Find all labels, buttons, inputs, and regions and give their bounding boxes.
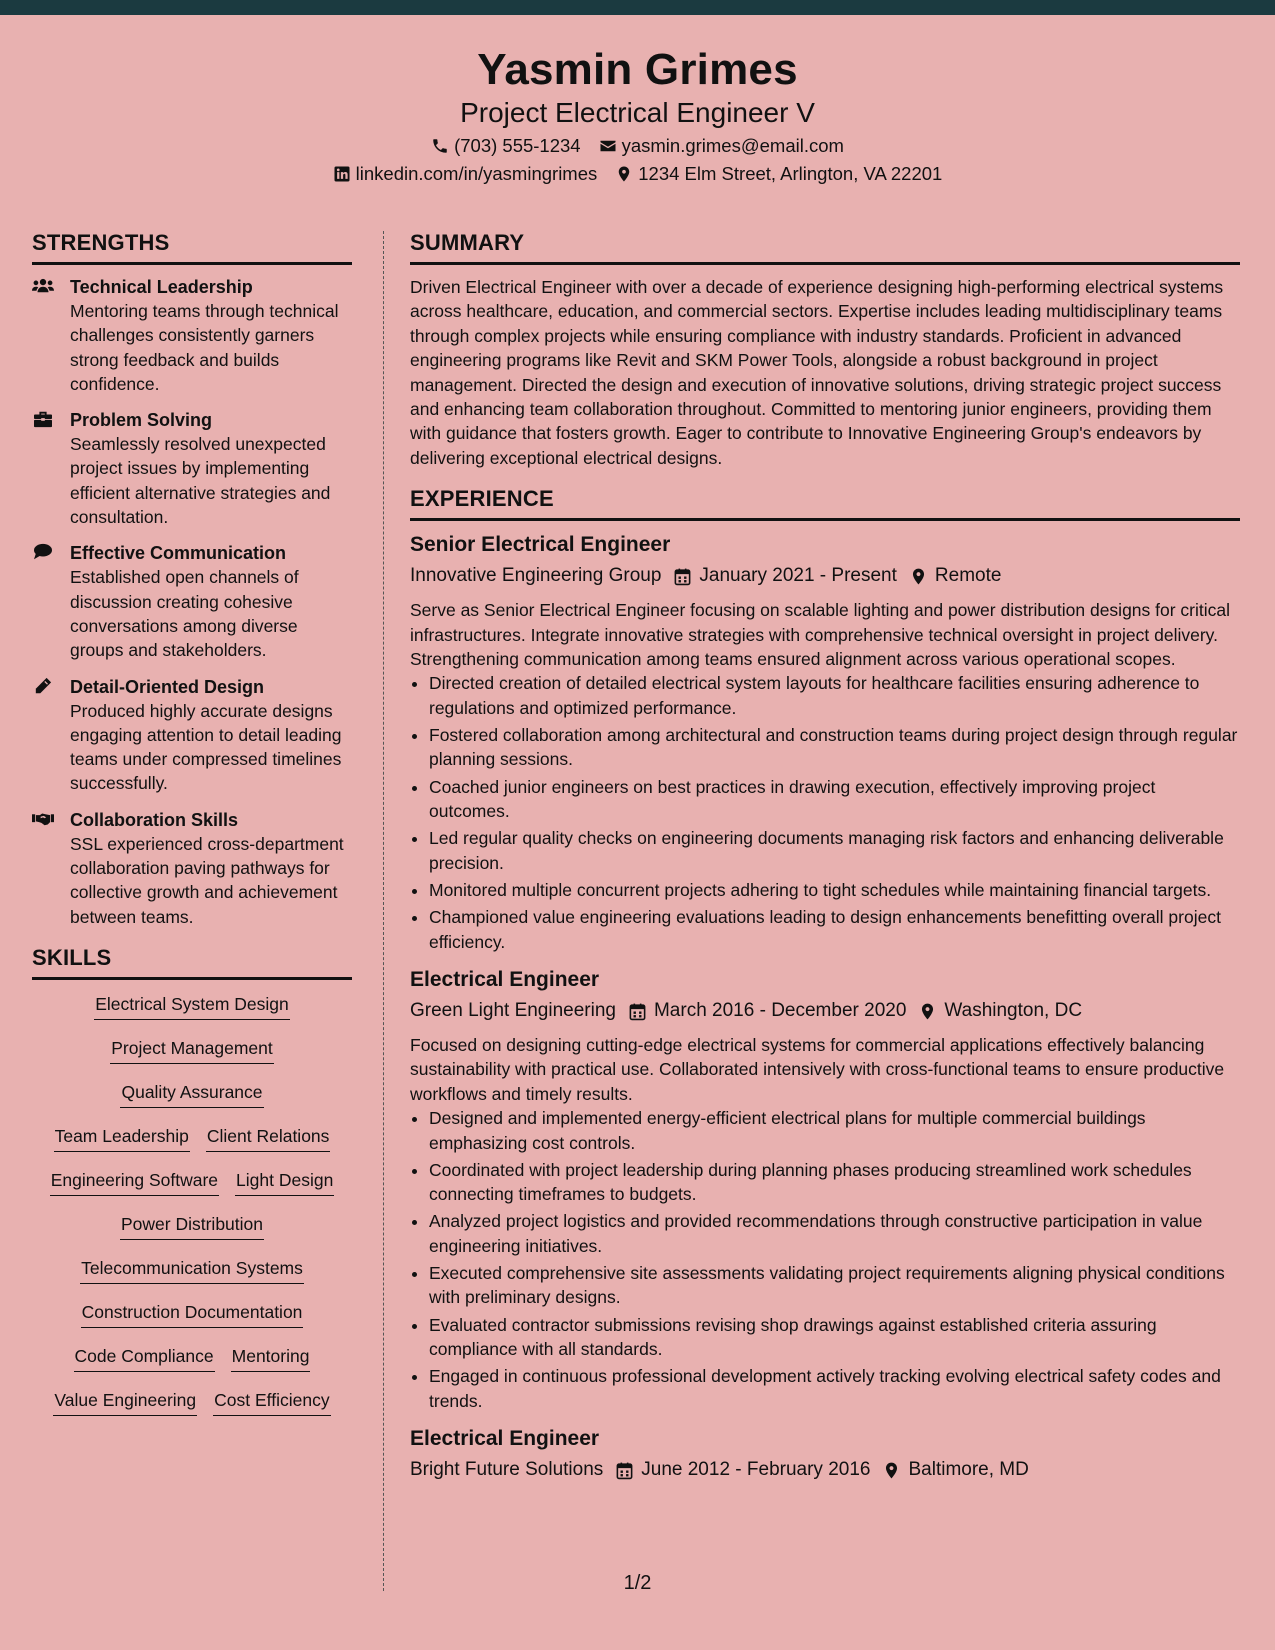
job-dates: January 2021 - Present (699, 565, 897, 587)
phone-contact (431, 135, 581, 157)
skill-tag: Electrical System Design (94, 990, 290, 1020)
candidate-name: Yasmin Grimes (477, 45, 798, 94)
skill-tag: Engineering Software (50, 1166, 219, 1196)
job-dates-group (673, 563, 897, 589)
phone-icon (431, 137, 449, 155)
job-bullet: • Led regular quality checks on engineering documents managing risk factors and enhancing deliverable precision. (429, 826, 1240, 875)
job-dates-group (615, 1457, 870, 1483)
envelope-icon (599, 137, 617, 155)
job-meta (410, 1457, 1240, 1483)
job-bullet: • Championed value engineering evaluations leading to design enhancements benefitting overall project efficiency. (429, 905, 1240, 954)
job-dates: March 2016 - December 2020 (653, 999, 907, 1021)
address-contact (615, 163, 942, 185)
strength-item (32, 808, 352, 929)
strengths-heading: STRENGTHS (32, 230, 352, 265)
skill-tag: Project Management (110, 1034, 273, 1064)
summary-text: Driven Electrical Engineer with over a decade of experience designing high-performing electrical systems across healthcare, education, and commercial sectors. Expertise includes leading multidisciplinary teams through complex projects while ensuring compliance with industry standards. Proficient in advanced engineering programs like Revit and SKM Power Tools, alongside a robust background in project management. Directed the design and execution of innovative solutions, driving strategic project success and enhancing team collaboration throughout. Committed to mentoring junior engineers, providing them with guidance that fosters growth. Eager to contribute to Innovative Engineering Group's endeavors by delivering exceptional electrical designs. (410, 277, 1224, 468)
contact-line-1 (0, 135, 1275, 157)
right-column (410, 230, 1240, 1495)
job-bullets (429, 671, 1240, 953)
email-text[interactable]: yasmin.grimes@email.com (621, 135, 844, 156)
job-title: Electrical Engineer (410, 967, 600, 991)
job-bullet: • Analyzed project logistics and provided recommendations through constructive participation in value engineering initiatives. (429, 1209, 1240, 1258)
briefcase-icon (32, 408, 70, 529)
strength-item (32, 408, 352, 529)
skill-tag: Team Leadership (54, 1122, 190, 1152)
job-bullet: • Coached junior engineers on best practices in drawing execution, effectively improving project outcomes. (429, 775, 1240, 824)
speech-bubble-icon (32, 541, 70, 662)
skill-row (32, 1342, 352, 1372)
job-dates: June 2012 - February 2016 (641, 1459, 871, 1480)
job-location-group (909, 563, 1002, 589)
job-location-group (918, 998, 1082, 1024)
skill-tag: Telecommunication Systems (80, 1254, 304, 1284)
linkedin-contact[interactable] (333, 163, 598, 185)
left-column (32, 230, 352, 1430)
job-bullet: • Designed and implemented energy-efficient electrical plans for multiple commercial buildings emphasizing cost controls. (429, 1106, 1240, 1155)
job-meta (410, 563, 1240, 589)
job-bullet: • Monitored multiple concurrent projects adhering to tight schedules while maintaining financial targets. (429, 878, 1240, 902)
skill-row (32, 1210, 352, 1240)
experience-heading: EXPERIENCE (410, 486, 1240, 521)
skill-tag: Code Compliance (74, 1342, 215, 1372)
skill-row (32, 1122, 352, 1152)
candidate-title: Project Electrical Engineer V (460, 97, 815, 128)
map-pin-icon (882, 1461, 900, 1479)
skills-heading: SKILLS (32, 945, 352, 980)
users-icon (32, 275, 70, 396)
resume-header (0, 15, 1275, 205)
skill-tag: Power Distribution (120, 1210, 264, 1240)
map-pin-icon (615, 165, 633, 183)
strength-title: Effective Communication (70, 543, 287, 564)
job-bullet: • Engaged in continuous professional development actively tracking evolving electrical safety codes and trends. (429, 1364, 1240, 1413)
job-bullet: • Evaluated contractor submissions revising shop drawings against established criteria assuring compliance with all standards. (429, 1313, 1240, 1362)
job-bullet: • Fostered collaboration among architectural and construction teams during project design through regular planning sessions. (429, 723, 1240, 772)
skill-row (32, 990, 352, 1020)
skill-tag: Quality Assurance (120, 1078, 263, 1108)
handshake-icon (32, 808, 70, 929)
skill-row (32, 1254, 352, 1284)
strength-desc: Seamlessly resolved unexpected project issues by implementing efficient alternative strategies and consultation. (70, 434, 331, 528)
job-location-group (882, 1457, 1028, 1483)
page-number: 1/2 (623, 1572, 652, 1594)
phone-text: (703) 555-1234 (454, 135, 581, 156)
job-bullet: • Coordinated with project leadership during planning phases producing streamlined work schedules connecting timeframes to budgets. (429, 1158, 1240, 1207)
pencil-icon (32, 675, 70, 796)
job-description: Focused on designing cutting-edge electrical systems for commercial applications effectively balancing sustainability with practical use. Collaborated intensively with cross-functional teams to ensure productive workflows and timely results. (410, 1034, 1225, 1104)
linkedin-icon (333, 165, 351, 183)
job-entry (410, 1425, 1240, 1483)
skill-row (32, 1298, 352, 1328)
job-title: Electrical Engineer (410, 1427, 600, 1450)
linkedin-text[interactable]: linkedin.com/in/yasmingrimes (355, 163, 598, 184)
calendar-icon (628, 1002, 646, 1020)
skill-row (32, 1386, 352, 1416)
skill-row (32, 1078, 352, 1108)
strength-title: Detail-Oriented Design (70, 676, 265, 697)
strength-item (32, 675, 352, 796)
job-bullet: • Executed comprehensive site assessments validating project requirements aligning physical conditions with preliminary designs. (429, 1261, 1240, 1310)
skill-tag: Mentoring (231, 1342, 311, 1372)
strength-item (32, 275, 352, 396)
skill-tag: Construction Documentation (81, 1298, 304, 1328)
map-pin-icon (918, 1002, 936, 1020)
top-bar (0, 0, 1275, 15)
job-company: Bright Future Solutions (410, 1459, 604, 1480)
job-company: Innovative Engineering Group (410, 565, 662, 587)
strength-desc: Produced highly accurate designs engaging attention to detail leading teams under compressed timelines successfully. (70, 700, 342, 794)
strength-desc: Established open channels of discussion creating cohesive conversations among diverse groups and stakeholders. (70, 567, 299, 661)
skill-tag: Client Relations (206, 1122, 331, 1152)
skill-tag: Value Engineering (53, 1386, 197, 1416)
address-text: 1234 Elm Street, Arlington, VA 22201 (638, 163, 943, 184)
job-meta (410, 998, 1240, 1024)
column-divider (383, 231, 384, 1591)
map-pin-icon (909, 567, 927, 585)
job-location: Baltimore, MD (908, 1459, 1029, 1480)
job-description: Serve as Senior Electrical Engineer focusing on scalable lighting and power distribution designs for critical infrastructures. Integrate innovative strategies with comprehensive technical oversight in project delivery. Strengthening communication among teams ensured alignment across various operational scopes. (410, 600, 1231, 670)
job-company: Green Light Engineering (410, 999, 616, 1021)
job-location: Washington, DC (944, 999, 1083, 1021)
job-bullet: • Directed creation of detailed electrical system layouts for healthcare facilities ensuring adherence to regulations and optimized performance. (429, 671, 1240, 720)
skill-row (32, 1034, 352, 1064)
strength-title: Problem Solving (70, 410, 213, 431)
job-location: Remote (934, 565, 1002, 587)
email-contact[interactable] (599, 135, 844, 157)
calendar-icon (615, 1461, 633, 1479)
strength-item (32, 541, 352, 662)
skill-row (32, 1166, 352, 1196)
strength-desc: Mentoring teams through technical challenges consistently garners strong feedback and builds confidence. (70, 301, 339, 394)
skill-tag: Cost Efficiency (213, 1386, 330, 1416)
job-entry (410, 531, 1240, 954)
skill-tag: Light Design (235, 1166, 334, 1196)
job-entry (410, 966, 1240, 1413)
skills-list (32, 990, 352, 1416)
summary-heading: SUMMARY (410, 230, 1240, 265)
strength-title: Technical Leadership (70, 277, 253, 297)
job-title: Senior Electrical Engineer (410, 533, 671, 557)
calendar-icon (673, 567, 691, 585)
job-bullets (429, 1106, 1240, 1413)
job-dates-group (628, 998, 906, 1024)
contact-line-2 (0, 163, 1275, 185)
strength-title: Collaboration Skills (70, 809, 239, 830)
strength-desc: SSL experienced cross-department collaboration paving pathways for collective growth and achievement between teams. (70, 833, 344, 927)
